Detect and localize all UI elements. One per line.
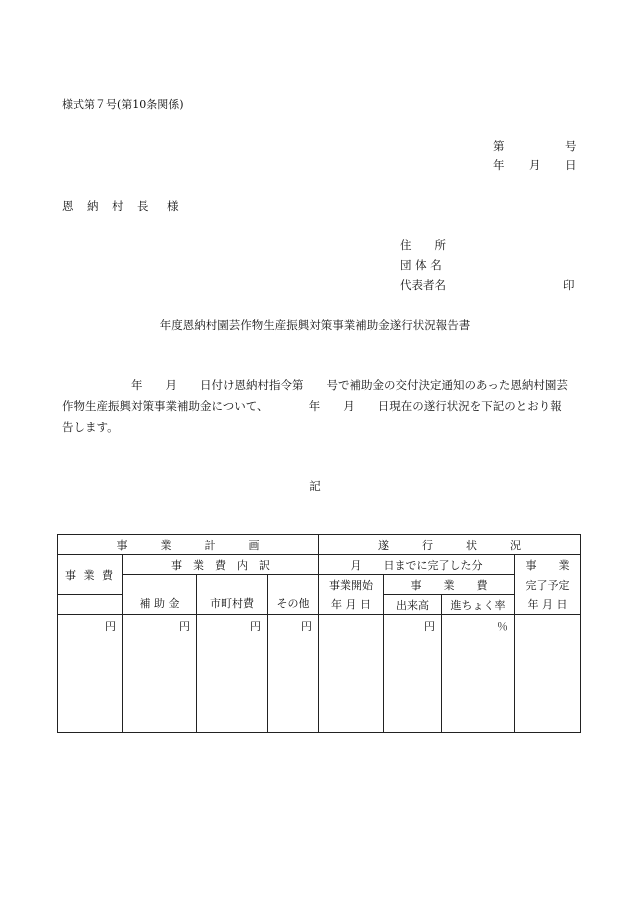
body-text-line-2: 作物生産振興対策事業補助金について、 年 月 日現在の遂行状況を下記のとおり報 (62, 399, 562, 413)
completion-header-mid: 完了予定 (515, 575, 581, 595)
body-text-line-1: 年 月 日付け恩納村指令第 号で補助金の交付決定通知のあった恩納村園芸 (62, 378, 568, 392)
sender-address-label: 住 所 (400, 238, 446, 252)
completion-header-top: 事 業 (515, 555, 581, 575)
completion-date-header: 年 月 日 (515, 595, 581, 615)
document-number-prefix: 第 (493, 139, 505, 153)
progress-rate-header: 進ちょく率 (442, 595, 515, 615)
addressee (62, 198, 180, 214)
project-cost-cell: 円 (58, 615, 123, 733)
sender-org-label: 団 体 名 (400, 258, 442, 272)
ki-heading: 記 (309, 479, 321, 493)
project-cost-header-filler (58, 595, 123, 615)
output-header: 出来高 (384, 595, 442, 615)
cost-header: 事 業 費 (384, 575, 515, 595)
municipal-cost-cell: 円 (197, 615, 268, 733)
subsidy-cell: 円 (123, 615, 197, 733)
document-number-suffix: 号 (565, 139, 577, 153)
project-start-cell (319, 615, 384, 733)
completed-by-header: 月 日までに完了した分 (319, 555, 515, 575)
subsidy-header: 補 助 金 (123, 575, 197, 615)
document-title: 年度恩納村園芸作物生産振興対策事業補助金遂行状況報告書 (159, 318, 471, 332)
addressee-honorific: 様 (167, 199, 180, 213)
project-start-date-header: 年 月 日 (319, 595, 384, 615)
date-year: 年 (493, 158, 505, 172)
form-number: 様式第７号(第10条関係) (62, 98, 184, 111)
date-day: 日 (565, 158, 577, 172)
seal-mark: 印 (563, 278, 575, 292)
body-text-line-3: 告します。 (62, 420, 119, 434)
project-cost-header: 事 業 費 (58, 555, 123, 595)
date-month: 月 (529, 158, 541, 172)
addressee-name: 恩 納 村 長 (62, 199, 150, 213)
sender-representative-label: 代表者名 (400, 278, 446, 292)
municipal-cost-header: 市町村費 (197, 575, 268, 615)
other-header: その他 (268, 575, 319, 615)
plan-header: 事 業 計 画 (58, 535, 319, 555)
completion-date-cell (515, 615, 581, 733)
progress-rate-cell: ％ (442, 615, 515, 733)
other-cell: 円 (268, 615, 319, 733)
breakdown-header: 事 業 費 内 訳 (123, 555, 319, 575)
status-header: 遂 行 状 況 (319, 535, 581, 555)
status-report-table (57, 534, 581, 733)
project-start-header: 事業開始 (319, 575, 384, 595)
output-cell: 円 (384, 615, 442, 733)
